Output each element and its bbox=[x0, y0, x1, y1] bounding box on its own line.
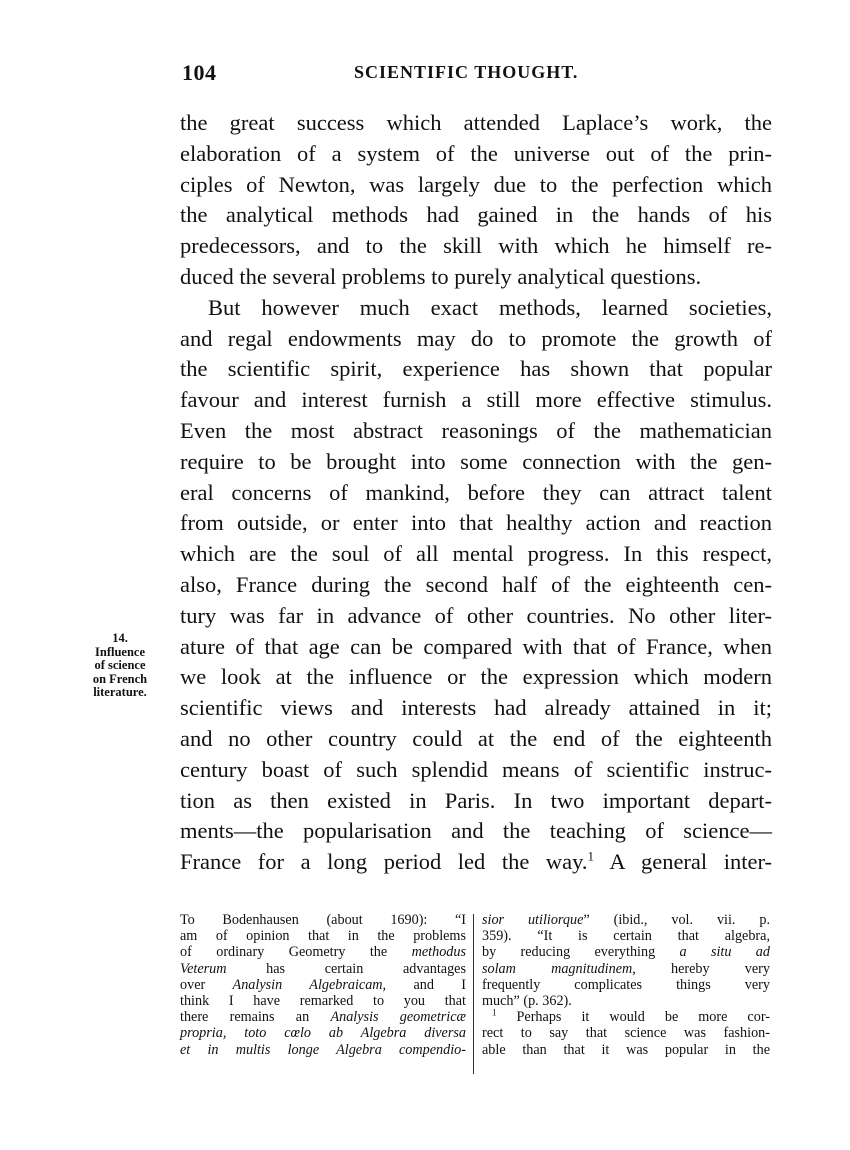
text-line: from outside, or enter into that healthy action and reaction bbox=[180, 510, 772, 536]
footnote-line: frequently complicates things very bbox=[482, 976, 770, 993]
text-line: require to be brought into some connection with the gen- bbox=[180, 448, 772, 474]
text-segment: over bbox=[180, 976, 233, 993]
text-line: century boast of such splendid means of scientific instruc- bbox=[180, 756, 772, 782]
text-line: the scientific spirit, experience has shown that popular bbox=[180, 356, 772, 382]
footnote-column-left bbox=[180, 912, 466, 1058]
text-line: Even the most abstract reasonings of the mathematician bbox=[180, 417, 772, 443]
text-line: eral concerns of mankind, before they can attract talent bbox=[180, 479, 772, 505]
text-line: scientific views and interests had already attained in it; bbox=[180, 695, 772, 721]
text-line: ature of that age can be compared with that of France, when bbox=[180, 633, 772, 659]
text-line: ciples of Newton, was largely due to the perfection which bbox=[180, 171, 772, 197]
text-segment: France for a long period led the way. bbox=[180, 849, 588, 875]
footnote-line bbox=[180, 961, 466, 977]
text-line: But however much exact methods, learned societies, bbox=[208, 294, 772, 320]
footnotes bbox=[180, 912, 772, 1092]
footnote-line bbox=[482, 944, 770, 960]
text-segment: by reducing everything bbox=[482, 944, 680, 961]
italic-segment: Veterum bbox=[180, 960, 227, 977]
footnote-line: To Bodenhausen (about 1690): “I bbox=[180, 912, 466, 928]
italic-segment: Analysis geometricæ bbox=[330, 1009, 466, 1026]
text-line: elaboration of a system of the universe out of the prin- bbox=[180, 140, 772, 166]
footnote-line bbox=[180, 1009, 466, 1025]
footnote-line: 359). “It is certain that algebra, bbox=[482, 928, 770, 945]
text-segment: there remains an bbox=[180, 1009, 331, 1026]
margin-note-line: of science bbox=[94, 658, 146, 672]
footnote-line bbox=[180, 1025, 466, 1041]
text-line: ments—the popularisation and the teaching of science— bbox=[180, 818, 772, 844]
footnote-line: am of opinion that in the problems bbox=[180, 928, 466, 945]
text-segment: of ordinary Geometry the bbox=[180, 944, 412, 961]
italic-segment: propria, toto cœlo ab Algebra diversa bbox=[180, 1025, 466, 1042]
text-segment: has certain advantages bbox=[226, 960, 466, 977]
page-header bbox=[182, 60, 772, 90]
footnote-column-right bbox=[482, 912, 770, 1058]
footnote-line bbox=[180, 1042, 466, 1058]
running-head: SCIENTIFIC THOUGHT. bbox=[354, 62, 579, 82]
text-line: we look at the influence or the expression which modern bbox=[180, 664, 772, 690]
footnote-line bbox=[482, 1009, 770, 1025]
text-line: and regal endowments may do to promote the growth of bbox=[180, 325, 772, 351]
text-line: the great success which attended Laplace’s work, the bbox=[180, 110, 772, 135]
text-line bbox=[180, 847, 772, 878]
margin-note bbox=[80, 632, 160, 700]
text-segment: A general inter- bbox=[594, 849, 773, 875]
footnote-marker: 1 bbox=[587, 848, 595, 864]
margin-note-line: Influence bbox=[95, 644, 145, 659]
italic-segment: Analysin Algebraicam, bbox=[232, 976, 387, 993]
text-line: tion as then existed in Paris. In two important depart- bbox=[180, 787, 772, 813]
footnote-line: much” (p. 362). bbox=[482, 992, 572, 1009]
footnote-line: rect to say that science was fashion- bbox=[482, 1025, 770, 1042]
footnote-line bbox=[180, 977, 466, 993]
italic-segment: solam magnitudinem, bbox=[482, 960, 636, 977]
text-segment: hereby very bbox=[635, 960, 770, 977]
page-number: 104 bbox=[182, 60, 217, 85]
text-segment: and I bbox=[386, 976, 466, 993]
text-segment: ” (ibid., vol. vii. p. bbox=[583, 912, 770, 928]
footnote-line: think I have remarked to you that bbox=[180, 992, 466, 1009]
footnote-line bbox=[482, 961, 770, 977]
text-line: predecessors, and to the skill with which he himself re- bbox=[180, 233, 772, 259]
margin-note-line: on French bbox=[92, 671, 148, 686]
footnote-line bbox=[482, 912, 770, 928]
footnote-marker: 1 bbox=[492, 1007, 497, 1018]
body-text bbox=[180, 108, 772, 878]
text-line: favour and interest furnish a still more effective stimulus. bbox=[180, 387, 772, 413]
italic-segment: methodus bbox=[411, 944, 466, 961]
margin-note-number: 14. bbox=[112, 631, 128, 645]
italic-segment: sior utiliorque bbox=[482, 912, 584, 928]
footnote-divider bbox=[473, 914, 474, 1074]
text-line: and no other country could at the end of the eighteenth bbox=[180, 725, 772, 751]
italic-segment: a situ ad bbox=[679, 944, 770, 961]
footnote-line: able than that it was popular in the bbox=[482, 1041, 770, 1058]
text-segment: Perhaps it would be more cor- bbox=[496, 1009, 770, 1026]
italic-segment: et in multis longe Algebra compendio- bbox=[180, 1041, 466, 1058]
text-line: duced the several problems to purely analytical questions. bbox=[180, 263, 702, 289]
text-line: the analytical methods had gained in the hands of his bbox=[180, 202, 772, 228]
text-line: which are the soul of all mental progress. In this respect, bbox=[180, 541, 772, 567]
margin-note-line: literature. bbox=[93, 685, 147, 699]
footnote-line bbox=[180, 944, 466, 960]
text-line: also, France during the second half of the eighteenth cen- bbox=[180, 571, 772, 597]
text-line: tury was far in advance of other countries. No other liter- bbox=[180, 602, 772, 628]
